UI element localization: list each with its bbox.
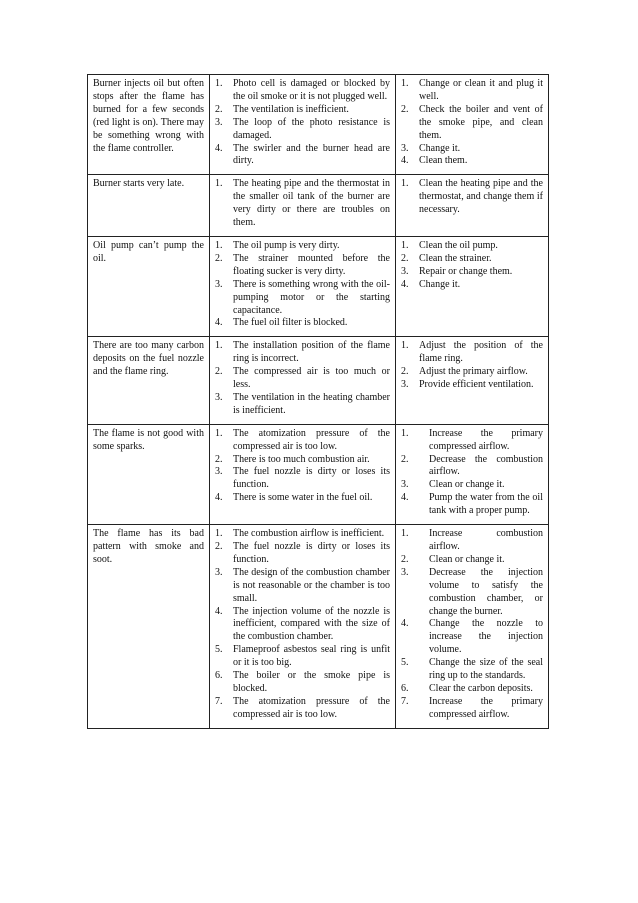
cause-text: Flameproof asbestos seal ring is unfit or it is too big.	[233, 644, 390, 669]
remedy-item	[401, 379, 543, 392]
table-row	[88, 424, 549, 524]
remedy-number: 3.	[401, 265, 409, 277]
remedy-number: 2.	[401, 252, 409, 264]
cause-text: The strainer mounted before the floating sucker is very dirty.	[233, 252, 390, 277]
remedy-text: Increase the primary compressed airflow.	[429, 695, 543, 720]
cause-item	[215, 454, 390, 467]
cause-number: 3.	[215, 391, 223, 403]
remedy-text: Pump the water from the oil tank with a proper pump.	[429, 492, 543, 517]
remedy-item	[401, 104, 543, 143]
cause-list	[215, 428, 390, 505]
cause-text: The injection volume of the nozzle is inefficient, compared with the size of the combustion chamber.	[233, 605, 390, 643]
remedy-number: 1.	[401, 427, 409, 439]
cause-number: 3.	[215, 278, 223, 290]
cause-item	[215, 366, 390, 392]
cause-cell	[210, 175, 396, 237]
cause-text: The atomization pressure of the compressed air is too low.	[233, 695, 390, 720]
remedy-item	[401, 366, 543, 379]
remedy-item	[401, 479, 543, 492]
remedy-item	[401, 155, 543, 168]
remedy-item	[401, 492, 543, 518]
cause-text: The loop of the photo resistance is damaged.	[233, 116, 390, 141]
fault-cell	[88, 337, 210, 424]
cause-cell	[210, 337, 396, 424]
remedy-number: 3.	[401, 566, 409, 578]
remedy-text: Check the boiler and vent of the smoke pipe, and clean them.	[419, 103, 543, 141]
remedy-text: Change or clean it and plug it well.	[419, 78, 543, 102]
remedy-item	[401, 554, 543, 567]
remedy-text: Clean them.	[419, 155, 468, 167]
remedy-cell	[396, 75, 549, 175]
cause-text: The heating pipe and the thermostat in the smaller oil tank of the burner are very dirty or there are troubles on them.	[233, 178, 390, 229]
cause-number: 1.	[215, 528, 223, 540]
cause-text: Photo cell is damaged or blocked by the oil smoke or it is not plugged well.	[233, 78, 390, 102]
remedy-item	[401, 178, 543, 217]
cause-number: 1.	[215, 239, 223, 251]
cause-item	[215, 240, 390, 253]
cause-text: There is some water in the fuel oil.	[233, 492, 373, 504]
cause-item	[215, 528, 390, 541]
remedy-text: Change it.	[419, 142, 461, 154]
remedy-item	[401, 657, 543, 683]
remedy-text: Clean the heating pipe and the thermostat, and change them if necessary.	[419, 178, 543, 216]
remedy-text: Decrease the combustion airflow.	[429, 453, 543, 478]
remedy-number: 1.	[401, 78, 409, 89]
remedy-cell	[396, 337, 549, 424]
remedy-text: Decrease the injection volume to satisfy the combustion chamber, or change the burner.	[429, 566, 543, 617]
remedy-item	[401, 240, 543, 253]
remedy-number: 1.	[401, 239, 409, 251]
cause-number: 1.	[215, 178, 223, 190]
cause-item	[215, 567, 390, 606]
remedy-item	[401, 143, 543, 156]
fault-description: The flame is not good with some sparks.	[93, 427, 204, 452]
remedy-number: 5.	[401, 657, 409, 669]
remedy-text: Clean the strainer.	[419, 252, 492, 264]
cause-cell	[210, 75, 396, 175]
remedy-item	[401, 454, 543, 480]
cause-text: The ventilation in the heating chamber is inefficient.	[233, 391, 390, 416]
cause-text: The fuel nozzle is dirty or loses its function.	[233, 466, 390, 491]
cause-list	[215, 340, 390, 417]
remedy-list	[401, 240, 543, 292]
remedy-text: Clean the oil pump.	[419, 239, 498, 251]
cause-number: 2.	[215, 541, 223, 552]
cause-number: 4.	[215, 317, 223, 329]
cause-number: 4.	[215, 492, 223, 504]
remedy-list	[401, 428, 543, 518]
remedy-number: 2.	[401, 553, 409, 565]
remedy-text: Adjust the primary airflow.	[419, 366, 528, 378]
remedy-number: 4.	[401, 618, 409, 630]
fault-description: Burner injects oil but often stops after the flame has burned for a few seconds (red light is on). There may be something wrong with the flame controller.	[93, 78, 204, 154]
fault-cell	[88, 525, 210, 729]
cause-number: 2.	[215, 366, 223, 378]
cause-text: There is too much combustion air.	[233, 453, 370, 465]
cause-item	[215, 104, 390, 117]
remedy-item	[401, 618, 543, 657]
remedy-text: Clean or change it.	[429, 479, 505, 491]
cause-item	[215, 317, 390, 330]
cause-text: The installation position of the flame ring is incorrect.	[233, 340, 390, 365]
remedy-text: Increase combustion airflow.	[429, 528, 543, 552]
fault-description: Oil pump can’t pump the oil.	[93, 239, 204, 264]
remedy-item	[401, 528, 543, 554]
cause-text: The ventilation is inefficient.	[233, 103, 349, 115]
remedy-number: 1.	[401, 528, 409, 540]
cause-number: 3.	[215, 116, 223, 128]
cause-item	[215, 696, 390, 722]
cause-number: 4.	[215, 605, 223, 617]
troubleshooting-table	[87, 74, 549, 729]
fault-cell	[88, 175, 210, 237]
cause-item	[215, 253, 390, 279]
cause-item	[215, 117, 390, 143]
cause-number: 6.	[215, 670, 223, 682]
cause-item	[215, 644, 390, 670]
remedy-text: Change the nozzle to increase the injection volume.	[429, 618, 543, 656]
remedy-item	[401, 683, 543, 696]
remedy-item	[401, 266, 543, 279]
cause-number: 2.	[215, 103, 223, 115]
cause-number: 2.	[215, 252, 223, 264]
remedy-list	[401, 340, 543, 392]
cause-number: 7.	[215, 695, 223, 707]
fault-description: Burner starts very late.	[93, 178, 185, 190]
cause-list	[215, 240, 390, 330]
remedy-list	[401, 528, 543, 722]
remedy-text: Provide efficient ventilation.	[419, 379, 534, 391]
remedy-number: 2.	[401, 103, 409, 115]
cause-item	[215, 78, 390, 104]
cause-item	[215, 428, 390, 454]
table-row	[88, 337, 549, 424]
remedy-item	[401, 696, 543, 722]
remedy-item	[401, 567, 543, 619]
cause-item	[215, 178, 390, 230]
cause-text: There is something wrong with the oil-pumping motor or the starting capacitance.	[233, 278, 390, 316]
cause-number: 1.	[215, 340, 223, 352]
cause-text: The oil pump is very dirty.	[233, 239, 340, 251]
cause-text: The compressed air is too much or less.	[233, 366, 390, 391]
cause-item	[215, 541, 390, 567]
table-row	[88, 75, 549, 175]
remedy-number: 3.	[401, 379, 409, 391]
fault-description: There are too many carbon deposits on the fuel nozzle and the flame ring.	[93, 340, 204, 378]
table-row	[88, 236, 549, 336]
cause-cell	[210, 525, 396, 729]
cause-list	[215, 528, 390, 722]
cause-text: The design of the combustion chamber is not reasonable or the chamber is too small.	[233, 566, 390, 604]
cause-item	[215, 392, 390, 418]
cause-text: The swirler and the burner head are dirty.	[233, 142, 390, 167]
remedy-text: Clear the carbon deposits.	[429, 682, 533, 694]
cause-text: The atomization pressure of the compressed air is too low.	[233, 427, 390, 452]
remedy-text: Adjust the position of the flame ring.	[419, 340, 543, 365]
remedy-list	[401, 78, 543, 168]
remedy-list	[401, 178, 543, 217]
troubleshooting-table-body	[88, 75, 549, 729]
fault-cell	[88, 75, 210, 175]
remedy-item	[401, 279, 543, 292]
cause-number: 1.	[215, 78, 223, 89]
cause-item	[215, 279, 390, 318]
remedy-text: Change it.	[419, 278, 461, 290]
remedy-number: 3.	[401, 142, 409, 154]
remedy-number: 6.	[401, 682, 409, 694]
remedy-item	[401, 78, 543, 104]
cause-cell	[210, 236, 396, 336]
cause-list	[215, 178, 390, 230]
remedy-number: 4.	[401, 492, 409, 504]
remedy-item	[401, 340, 543, 366]
remedy-number: 4.	[401, 278, 409, 290]
cause-item	[215, 143, 390, 169]
remedy-number: 2.	[401, 453, 409, 465]
remedy-number: 4.	[401, 155, 409, 167]
cause-cell	[210, 424, 396, 524]
remedy-item	[401, 253, 543, 266]
cause-text: The fuel nozzle is dirty or loses its function.	[233, 541, 390, 565]
table-row	[88, 525, 549, 729]
fault-description: The flame has its bad pattern with smoke and soot.	[93, 528, 204, 565]
cause-number: 3.	[215, 466, 223, 478]
fault-cell	[88, 236, 210, 336]
cause-number: 2.	[215, 453, 223, 465]
cause-item	[215, 670, 390, 696]
remedy-number: 7.	[401, 695, 409, 707]
cause-number: 3.	[215, 566, 223, 578]
remedy-cell	[396, 525, 549, 729]
remedy-number: 2.	[401, 366, 409, 378]
remedy-text: Change the size of the seal ring up to the standards.	[429, 657, 543, 682]
remedy-text: Clean or change it.	[429, 553, 505, 565]
cause-list	[215, 78, 390, 168]
remedy-number: 1.	[401, 340, 409, 352]
remedy-text: Repair or change them.	[419, 265, 513, 277]
remedy-cell	[396, 424, 549, 524]
cause-number: 5.	[215, 644, 223, 656]
cause-text: The fuel oil filter is blocked.	[233, 317, 348, 329]
table-row	[88, 175, 549, 237]
cause-number: 4.	[215, 142, 223, 154]
cause-item	[215, 340, 390, 366]
remedy-cell	[396, 175, 549, 237]
cause-item	[215, 492, 390, 505]
cause-text: The boiler or the smoke pipe is blocked.	[233, 670, 390, 694]
remedy-number: 1.	[401, 178, 409, 190]
cause-item	[215, 606, 390, 645]
remedy-text: Increase the primary compressed airflow.	[429, 427, 543, 452]
fault-cell	[88, 424, 210, 524]
cause-number: 1.	[215, 427, 223, 439]
remedy-item	[401, 428, 543, 454]
cause-text: The combustion airflow is inefficient.	[233, 528, 385, 540]
cause-item	[215, 466, 390, 492]
remedy-number: 3.	[401, 479, 409, 491]
remedy-cell	[396, 236, 549, 336]
